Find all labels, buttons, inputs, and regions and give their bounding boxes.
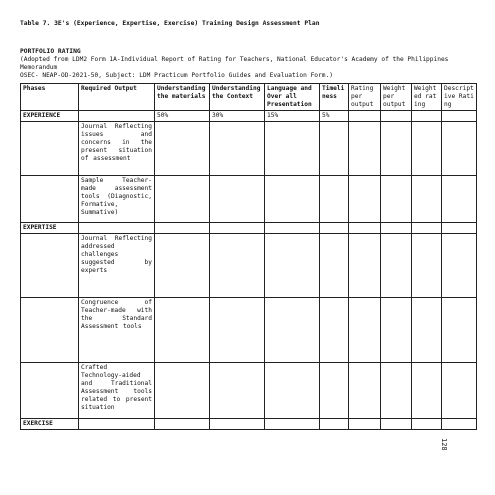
header-understanding-context: Understanding the Context [210, 84, 265, 111]
header-rating-per-output: Rating per output [349, 84, 381, 111]
table-row [21, 298, 477, 363]
table-row [21, 234, 477, 298]
phase-label: EXERCISE [21, 419, 79, 430]
header-row [21, 84, 477, 111]
required-output-cell: Journal Reflecting issues and concerns in the present situation of assessment [79, 122, 155, 176]
table-row [21, 363, 477, 419]
table-row [21, 176, 477, 223]
weight-cell: 30% [210, 111, 265, 122]
phase-label: EXPERTISE [21, 223, 79, 234]
required-output-cell: Sample Teacher-made assessment tools (Diagnostic, Formative, Summative) [79, 176, 155, 223]
required-output-cell: Crafted Technology-aided and Traditional Assessment tools related to present situation [79, 363, 155, 419]
required-output-cell: Journal Reflecting addressed challenges suggested by experts [79, 234, 155, 298]
source-line-1: (Adopted from LDM2 Form 1A-Individual Report of Rating for Teachers, National Educator's Academy of the Philippines Memorandum [20, 56, 449, 71]
table-title: Table 7. 3E's (Experience, Expertise, Exercise) Training Design Assessment Plan [20, 20, 320, 27]
header-timeliness: Timeliness [320, 84, 349, 111]
phase-row-expertise [21, 223, 477, 234]
section-heading: PORTFOLIO RATING [20, 48, 81, 55]
header-descriptive-rating: Descriptive Rating [442, 84, 477, 111]
header-phases: Phases [21, 84, 79, 111]
source-line-2: OSEC- NEAP-OD-2021-50, Subject: LDM Practicum Portfolio Guides and Evaluation Form.) [20, 72, 333, 79]
header-weight-per-output: Weight per output [381, 84, 412, 111]
table-row [21, 122, 477, 176]
weight-cell: 15% [265, 111, 320, 122]
header-understanding-materials: Understanding the materials [155, 84, 210, 111]
required-output-cell: Congruence of Teacher-made with the Standard Assessment tools [79, 298, 155, 363]
phase-row-experience [21, 111, 477, 122]
weight-cell: 50% [155, 111, 210, 122]
page-number: 128 [440, 438, 448, 451]
phase-row-exercise [21, 419, 477, 430]
weight-cell: 5% [320, 111, 349, 122]
phase-label: EXPERIENCE [21, 111, 79, 122]
header-required-output: Required Output [79, 84, 155, 111]
header-weighted-rating: Weighted rating [412, 84, 442, 111]
source-note [20, 56, 475, 80]
header-language: Language and Over all Presentation [265, 84, 320, 111]
assessment-plan-table [20, 83, 477, 430]
